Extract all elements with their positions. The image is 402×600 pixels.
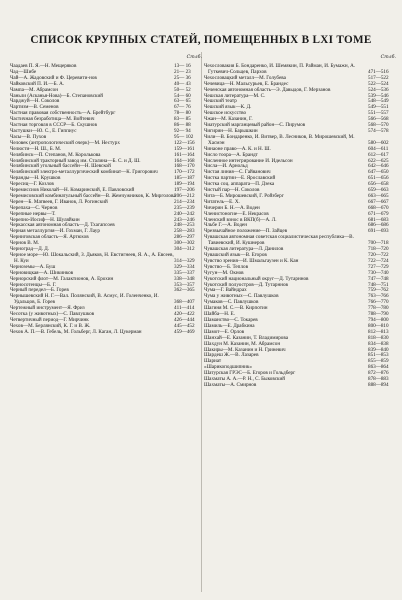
entry-title: Чехов—М. Берлянский, К. Г. и В. Ж. [10,322,91,329]
entry-title: Чичерин Б. Н.—А. Воден [204,204,260,211]
entry-title: Шакиры—М. Казанин и Н. Гриневич [204,346,286,353]
entry-pages: 656—658 [368,181,389,188]
entry-pages: 21— 23 [174,68,191,75]
entry-title: Черновицкая—А. Шикинков [10,269,74,276]
entry-pages: 338—348 [174,275,195,282]
entry-title: Чернов В. М. [10,240,40,247]
entry-pages: 872—876 [368,370,389,377]
entry-title: Черанды—Н. Крушков [10,175,61,182]
entry-title: Шагиня М. С.—В. Кирпотин [204,305,268,312]
entry-title: Черемисовский комбинатульный бассейн—В. Жемчужников, К. Мирголова [10,192,176,199]
entry-title: Черепаха—С. Чернов [10,204,58,211]
entry-pages: 197—206 [174,187,195,194]
pages-header-right: Стлб. [380,55,396,60]
entry-pages: 812—813 [368,328,389,335]
entry-title: Часы—В. Пухов [10,133,47,140]
entry-pages: 122—156 [174,139,195,146]
entry-pages: 539—546 [368,92,389,99]
entry-pages: 763—766 [368,293,389,300]
index-entry [10,330,202,336]
entry-pages: 551—557 [368,110,389,117]
entry-title: Чувашский язык—В. Егоров [204,252,267,258]
entry-pages: 747—748 [368,275,389,282]
page-title: СПИСОК КРУПНЫХ СТАТЕЙ, ПОМЕЩЕННЫХ В LXI ТОМЕ [30,34,372,46]
entry-pages: 95— 102 [174,133,194,140]
entry-title: Черемиссиов Николай—Н. Комаринский, Е. Павловский [10,187,135,194]
entry-pages: 720—722 [368,252,389,258]
entry-pages: 718—720 [368,246,389,253]
entry-title: Чеченская автономная область—Э. Давыдов, Г. Мерзанов [204,86,331,93]
entry-title: Чигирин—Н. Барышкин [204,127,258,134]
entry-title: Челябинск—П. Степанов, М. Королькова [10,151,101,158]
entry-pages: 700—718 [368,240,389,247]
entry-title: Чад—Шибе [10,68,37,75]
entry-pages: 78— 80 [174,110,191,117]
entry-pages: 206—212 [174,192,195,199]
entry-pages: 778—780 [368,305,389,312]
entry-title: Чай—А. Жадовский и Ф. Церевити-нов [10,74,97,81]
entry-title: Челябинский угольный бассейн—Н. Шевской [10,163,111,170]
entry-title: Чехословацкий металл—М. Голубева [204,74,286,81]
right-column [204,55,396,389]
entry-pages: 164—168 [174,157,195,164]
left-column [10,55,202,336]
entry-pages: 517—522 [368,74,389,81]
entry-pages: 304—312 [174,246,195,253]
entry-title: Чувство—Б. Теплов [204,263,249,270]
entry-title: Чита—Б. Мирошевский, Г. Ройзберг [204,192,284,199]
entry-pages: 40— 43 [174,80,191,87]
entry-title: Чехословакия Б. Бондаренко, И. Шемякин, П. Райман, И. Бумажн, А. Гуткевич-Сольцев, Пархов [204,63,356,75]
entry-title: Шатурская ГРЭС—Б. Егоров и Гольдберг [204,370,296,377]
entry-title: Шанхай—Е. Казанин, Т. Владимирова [204,334,289,341]
entry-pages: 185—187 [174,175,195,182]
entry-pages: 86— 88 [174,122,191,129]
entry-pages: 248—253 [174,222,195,229]
entry-title: Чукотский полуостров—Д. Тутарннов [204,281,288,288]
entry-title: Чугун—М. Окнов [204,269,244,276]
entry-pages: 63— 65 [174,98,191,105]
entry-title: Челябинский электро-металлургический комбинат—К. Григорович [10,169,158,176]
entry-title: Членский взнос в ВКП(б)—А. Л. [204,216,277,223]
entry-pages: 839—840 [368,346,389,353]
entry-pages: 622—625 [368,157,389,164]
entry-pages: 329—334 [174,263,195,270]
entry-pages: 170—172 [174,169,195,176]
entry-pages: 445—452 [174,322,195,329]
entry-title: Читатель—Е. Х. [204,198,240,205]
entry-title: Чумаков—С. Павлушков [204,299,259,306]
entry-title: Чешский театр [204,98,237,105]
entry-pages: 671—679 [368,210,389,217]
entry-pages: 235—239 [174,204,195,211]
entry-title: Чарджуй—Н. Соколов [10,98,60,105]
entry-pages: 800—810 [368,322,389,329]
entry-pages: 92— 94 [174,127,191,134]
entry-pages: 888—894 [368,381,389,388]
entry-title: Черниговская область—Я. Артюхов [10,234,89,241]
entry-title: Чума—Г. Вайндрах [204,287,247,294]
entry-title: Черная металлургия—И. Гохман, Г. Лаур [10,228,100,235]
entry-pages: 667—667 [368,198,389,205]
entry-title: Шахматы А. А.—Р. Н., С. Быковский [204,376,286,383]
entry-pages: 411—414 [174,305,195,312]
entry-pages: 834—838 [368,340,389,347]
entry-title: Черносотенцы—Б. Г. [10,281,57,288]
entry-title: Чернышевский Н. Г.—Вал. Полянский, В. Асмус, И. Голенченко, И. Удальцов, Б. Горев [10,293,159,306]
entry-title: Чайковский П. И.—Б. А. [10,80,65,87]
entry-pages: 353—357 [174,281,195,288]
entry-title: Чукотский национальный округ—Д. Тутарннов [204,275,309,282]
entry-title: Чистая линия—С. Гайванович [204,169,271,176]
entry-title: Черепно-Иосиф—Н. Шуляйкин [10,216,80,223]
entry-pages: 240—242 [174,210,195,217]
entry-pages: 691—693 [368,228,389,235]
entry-pages: 727—729 [368,263,389,270]
entry-pages: 300—302 [174,240,195,247]
entry-pages: 647—650 [368,169,389,176]
entry-title: Чистка партии—Е. Ярославский [204,175,276,182]
entry-title: Челябинский тракторный завод им. Сталина—Б. С. и Д. Ш. [10,157,141,164]
entry-title: Чертежный инструмент—Я. Фриз [10,305,85,312]
entry-pages: 759—762 [368,287,389,294]
entry-title: Черноземы—А. Буш [10,263,56,270]
entry-pages: 420—422 [174,311,195,318]
entry-title: Чльбе Г.—А. Воден [204,222,247,229]
entry-title: Черепные нервы—Т. [10,210,56,217]
entry-pages: 663—665 [368,192,389,199]
entry-pages: 748—751 [368,281,389,288]
entry-pages: 642—646 [368,163,389,170]
entry-title: Частная правовая собственность—А. Брейтбург [10,110,116,117]
entry-pages: 83— 85 [174,116,191,123]
entry-title: Чешское искусство [204,110,247,117]
entry-pages: 686—686 [368,222,389,229]
entry-title: Шамот—Е. Орлов [204,328,245,335]
entry-pages: 368—407 [174,299,195,306]
entry-pages: 863—864 [368,364,389,371]
entry-pages: 214—234 [174,198,195,205]
entry-pages: 168—170 [174,163,195,170]
entry-pages: 574—578 [368,127,389,134]
entry-pages: 612—617 [368,151,389,158]
entry-pages: 426—444 [174,316,195,323]
entry-pages: 522—524 [368,80,389,87]
entry-title: Черен—Б. Матвеев, Г. Иванов, Л. Рогинский [10,198,108,205]
entry-title: Частушки—Ю. С., Е. Гиппиус [10,127,77,134]
entry-pages: 668—670 [368,204,389,211]
entry-title: Шардеш Ж.—В. Лазарев [204,352,259,359]
entry-title: Чартизм—В. Семенов [10,104,59,111]
entry-pages: 335—337 [174,269,195,276]
entry-pages: 54— 60 [174,92,191,99]
entry-pages: 314—329 [174,257,195,264]
entry-title: Чувство зрения—И. Шмальгаузен и К. Кан [204,257,299,264]
entry-title: Челюсти—Н. Ш., Б. М. [10,145,62,152]
entry-pages: 549—551 [368,104,389,111]
entry-pages: 459—469 [174,328,195,335]
entry-title: Чересиц—Г. Козлов [10,181,54,188]
entry-title: Чехов А. П.—В. Гебель, М. Гольберг, Л. Каган, Л. Цукерман [10,328,142,335]
entry-title: Чешская литература—М. С. [204,92,266,99]
entry-title: Чувашская автономная советская социалистическая республика—В. Тавиевский, И. Кушнеров [204,234,354,247]
entry-pages: 50— 52 [174,86,191,93]
entry-pages: 161—164 [174,151,195,158]
entry-pages: 730—740 [368,269,389,276]
entry-title: Членистоногие—Е. Некрасов [204,210,269,217]
entry-title: Шариат [204,358,222,365]
entry-title: Чувашская литература—Л. Данилов [204,246,284,253]
entry-pages: 362—365 [174,287,195,294]
entry-title: Шаманство—С. Токарев [204,316,258,323]
entry-title: Черноград—Д. Д. [10,246,50,253]
entry-pages: 189—194 [174,181,195,188]
entry-title: Численное интегрирование И. Идельсон [204,157,293,164]
entry-pages: 524—536 [368,86,389,93]
entry-title: Черкасская автономная область—Д. Тхагапсоев [10,222,115,229]
entry-title: Черный передел—Б. Горев [10,287,69,294]
index-entry [204,383,396,389]
entry-title: Чистый пар—Н. Соколов [204,187,260,194]
entry-title: Человек (антропологический очерк)—М. Нестурх [10,139,120,146]
entry-title: Черное море—Ю. Шокальский, З. Дьяков, Н. Евстигнеев, Я. А., А. Евсеев, Н. Куи [10,252,174,264]
entry-pages: 855—859 [368,358,389,365]
entry-title: Чаньли (Асканья-Нова)—Б. Степановский [10,92,103,99]
entry-pages: 566—568 [368,116,389,123]
entry-title: Шамиль—Е. Драбкина [204,322,255,329]
entry-pages: 878—883 [368,376,389,383]
entry-title: Числа—И. Арнольд [204,163,248,170]
entry-title: Чинаоне право—А. К. и Н. Ш. [204,145,271,152]
entry-pages: 651—656 [368,175,389,182]
entry-title: Чернорский флот—М. Галактионов, А. Ерохин [10,275,114,282]
entry-pages: 67— 76 [174,104,191,111]
entry-pages: 471—516 [368,68,389,75]
entry-pages: 604—611 [368,145,389,152]
left-entry-list [10,64,202,336]
entry-title: Чрезвычайное положение—П. Зайцев [204,228,288,235]
entry-pages: 13— 16 [174,63,191,69]
entry-title: Число тоора—А. Брандт [204,151,258,158]
entry-pages: 722—724 [368,257,389,264]
entry-title: Частная торговля в СССР—Б. Скушнов [10,122,97,129]
entry-title: Шайба—Н. Е. [204,311,235,318]
entry-pages: 159—161 [174,145,195,152]
entry-pages: 548—549 [368,98,389,105]
entry-title: Чиатурский марганцевый район—С. Пирумов [204,122,306,129]
entry-title: Чистка соц. аппарата—П. Дзека [204,181,275,188]
entry-pages: 788—790 [368,311,389,318]
entry-title: Чума у животных—С. Павлушков [204,293,279,300]
entry-title: Чешский язык—К. Д. [204,104,252,111]
entry-pages: 818—830 [368,334,389,341]
entry-title: Чесотка (у животных)—С. Павлушков [10,311,95,318]
entry-title: Чечевица—Н. Мальсурьев, Е. Брандес [204,80,289,87]
entry-pages: 580—602 [368,139,389,146]
entry-title: Чаадаев П. Я.—Н. Мещеряков [10,63,77,69]
right-entry-list [204,64,396,389]
entry-title: Четвертичный период—Г. Мирчинк [10,316,89,323]
entry-title: «Шарикоподшипник» [204,364,252,371]
entry-title: Чампа—М. Абрамсон [10,86,58,93]
entry-pages: 681—683 [368,216,389,223]
entry-pages: 851—853 [368,352,389,359]
entry-pages: 286—297 [174,234,195,241]
entry-title: Шахматы—А. Смирнов [204,381,257,388]
entry-pages: 258—283 [174,228,195,235]
entry-pages: 766—770 [368,299,389,306]
entry-title: Чжан—М. Казанин, Г. [204,116,253,123]
entry-title: Шахдун М. Казанин, М. Абрамсон [204,340,281,347]
entry-pages: 794—800 [368,316,389,323]
pages-header-left: Стлб. [186,55,202,60]
entry-pages: 243—246 [174,216,195,223]
entry-title: Частичная безработица—М. Войтевич [10,116,95,123]
entry-pages: 659—663 [368,187,389,194]
entry-title: Чили—В. Бондаренко, И. Витвер, В. Лесников, В. Мирошевский, М. Хасмэн [204,133,355,146]
entry-pages: 25— 36 [174,74,191,81]
entry-pages: 568—570 [368,122,389,129]
